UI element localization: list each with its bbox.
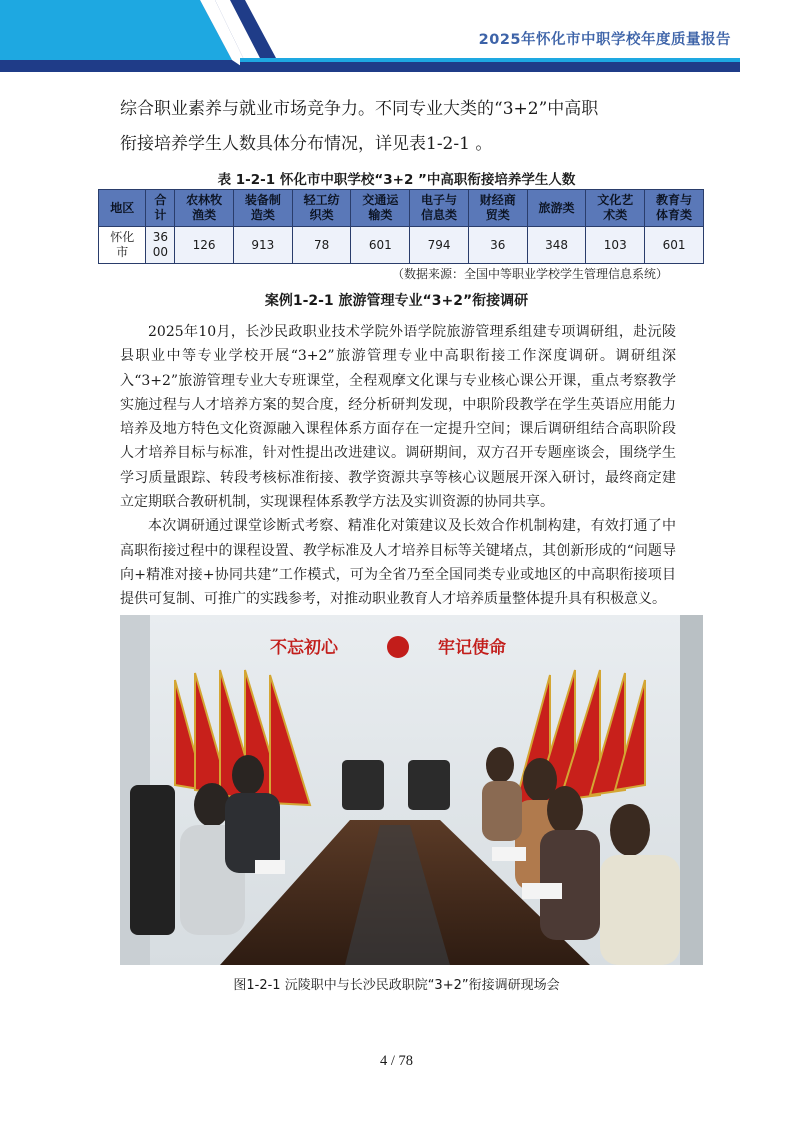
intro-line-2: 衔接培养学生人数具体分布情况，详见表1-2-1 。 (120, 134, 493, 154)
table-header-cell-7 (468, 190, 527, 227)
case-body (120, 320, 676, 612)
table-cell-9 (586, 227, 645, 264)
table-cell-6 (410, 227, 469, 264)
meeting-photo (120, 615, 703, 965)
table-cell-7 (468, 227, 527, 264)
table-cell-text: 36 (152, 230, 168, 244)
table-cell-0 (99, 227, 146, 264)
table-header-cell-text: 输类 (368, 208, 393, 222)
table-title: 表 1-2-1 怀化市中职学校“3+2 ”中高职衔接培养学生人数 (217, 172, 576, 188)
students-table (98, 189, 704, 264)
table-header-cell-3 (233, 190, 292, 227)
table-cell-3 (233, 227, 292, 264)
table-header-cell-text: 术类 (603, 208, 628, 222)
report-title: 2025年怀化市中职学校年度质量报告 (478, 32, 731, 48)
table-header-cell-text: 财经商 (479, 193, 516, 207)
table-cell-text: 601 (368, 237, 392, 252)
table-cell-1 (146, 227, 175, 264)
table-cell-text: 601 (662, 237, 686, 252)
table-header-cell-text: 渔类 (192, 208, 217, 222)
table-header-cell-text: 文化艺 (597, 193, 634, 207)
table-header-cell-4 (292, 190, 351, 227)
table-cell-text: 348 (545, 237, 568, 252)
table-header-cell-text: 教育与 (656, 193, 693, 207)
table-cell-10 (645, 227, 704, 264)
case-paragraph-1: 2025年10月，长沙民政职业技术学院外语学院旅游管理系组建专项调研组，赴沅陵县职业中等专业学校开展“3+2”旅游管理专业中高职衔接工作深度调研。调研组深入“3+2”旅游管理专业大专班课堂，全程观摩文化课与专业核心课公开课，重点考察教学实施过程与人才培养方案的契合度，经分析研判发现，中职阶段教学在学生英语应用能力培养及地方特色文化资源融入课程体系方面存在一定提升空间；课后调研组结合高职阶段人才培养目标与标准，针对性提出改进建议。调研期间，双方召开专题座谈会，围绕学生学习质量跟踪、转段考核标准衔接、教学资源共享等核心议题展开深入研讨，最终商定建立定期联合教研机制，实现课程体系教学方法及实训资源的协同共享。 (120, 324, 676, 511)
table-header-cell-text: 交通运 (362, 193, 399, 207)
table-header-cell-text: 贸类 (485, 208, 510, 222)
intro-line-1: 综合职业素养与就业市场竞争力。不同专业大类的“3+2”中高职 (120, 99, 599, 119)
table-header-cell-text: 地区 (110, 200, 135, 215)
page-number: 4 / 78 (379, 1053, 414, 1069)
table-cell-5 (351, 227, 410, 264)
table-header-cell-text: 农林牧 (186, 193, 223, 207)
table-header-cell-text: 造类 (250, 208, 275, 222)
table-header-cell-2 (175, 190, 234, 227)
table-source: （数据来源：全国中等职业学校学生管理信息系统） (391, 267, 668, 281)
table-cell-text: 126 (192, 237, 216, 252)
table-cell-text: 78 (313, 237, 330, 252)
table-cell-4 (292, 227, 351, 264)
slogan-right: 牢记使命 (438, 638, 506, 658)
table-header-cell-5 (351, 190, 410, 227)
table-header-cell-text: 轻工纺 (303, 193, 340, 207)
table-header-cell-text: 计 (154, 208, 167, 222)
table-row (99, 227, 704, 264)
table-header-cell-text: 合 (154, 193, 167, 207)
table-cell-text: 36 (490, 237, 506, 252)
table-cell-text: 怀化 (110, 230, 135, 244)
table-cell-text: 913 (251, 237, 275, 252)
table-header-cell-8 (527, 190, 586, 227)
page-header (0, 0, 793, 80)
table-header-cell-9 (586, 190, 645, 227)
party-emblem-icon (387, 636, 409, 658)
table-cell-text: 794 (427, 237, 451, 252)
slogan-left: 不忘初心 (270, 638, 338, 658)
table-cell-text: 103 (603, 237, 627, 252)
table-header-cell-10 (645, 190, 704, 227)
table-header-cell-1 (146, 190, 175, 227)
case-title: 案例1-2-1 旅游管理专业“3+2”衔接调研 (264, 293, 529, 309)
table-header-row (99, 190, 704, 227)
table-header-cell-text: 织类 (309, 208, 334, 222)
table-cell-2 (175, 227, 234, 264)
case-paragraph-2: 本次调研通过课堂诊断式考察、精准化对策建议及长效合作机制构建，有效打通了中高职衔接过程中的课程设置、教学标准及人才培养目标等关键堵点，其创新形成的“问题导向+精准对接+协同共建”工作模式，可为全省乃至全国同类专业或地区的中高职衔接项目提供可复制、可推广的实践参考，对推动职业教育人才培养质量整体提升具有积极意义。 (120, 518, 676, 608)
table-cell-8 (527, 227, 586, 264)
table-header-cell-6 (410, 190, 469, 227)
table-header-cell-text: 旅游类 (538, 200, 575, 215)
table-cell-text: 市 (116, 245, 129, 259)
table-header-cell-text: 体育类 (656, 208, 693, 222)
table-header-cell-0 (99, 190, 146, 227)
table-header-cell-text: 电子与 (421, 193, 458, 207)
photo-caption: 图1-2-1 沅陵职中与长沙民政职院“3+2”衔接调研现场会 (233, 978, 560, 993)
table-header-cell-text: 装备制 (244, 193, 281, 207)
table-cell-text: 00 (152, 245, 168, 259)
table-header-cell-text: 信息类 (421, 208, 458, 222)
